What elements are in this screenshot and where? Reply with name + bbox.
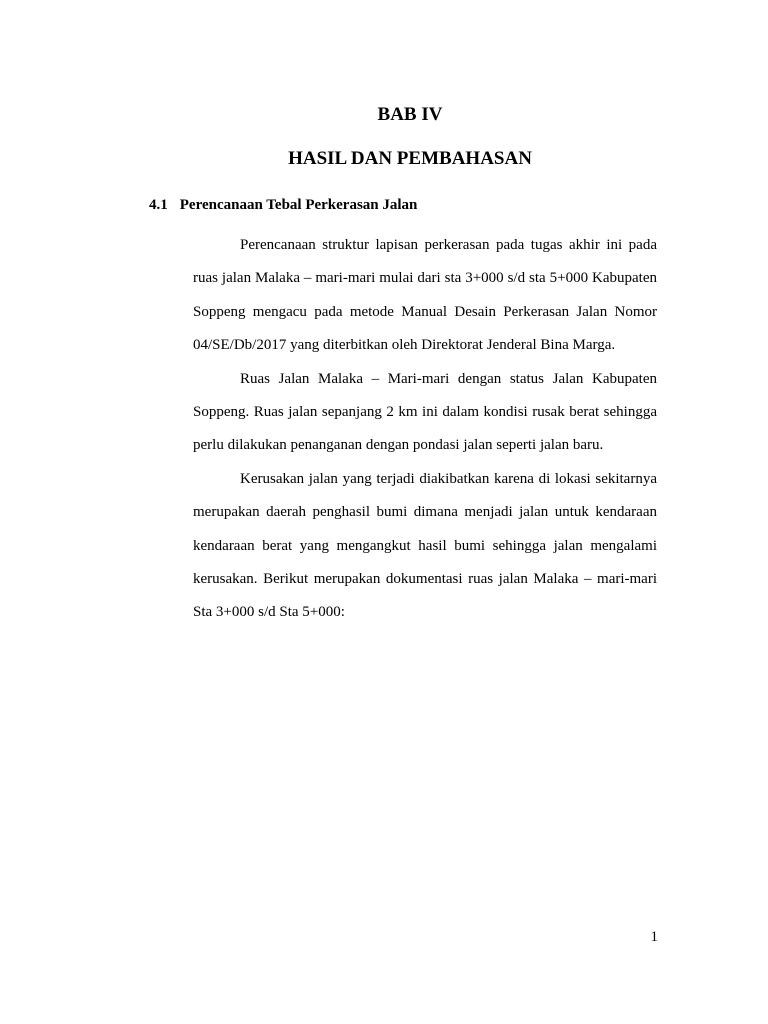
paragraph: Perencanaan struktur lapisan perkerasan pada tugas akhir ini pada ruas jalan Malaka – mari-mari mulai dari sta 3+000 s/d sta 5+000 Kabupaten Soppeng mengacu pada metode Manual Desain Perkerasan Jalan Nomor 04/SE/Db/2017 yang diterbitkan oleh Direktorat Jenderal Bina Marga. xyxy=(193,237,657,354)
chapter-number: BAB IV xyxy=(377,104,443,125)
section-number: 4.1 xyxy=(149,197,168,213)
chapter-title: HASIL DAN PEMBAHASAN xyxy=(288,148,532,169)
page-number: 1 xyxy=(650,929,658,945)
section-heading xyxy=(149,197,417,214)
section-title: Perencanaan Tebal Perkerasan Jalan xyxy=(179,197,418,213)
paragraph: Ruas Jalan Malaka – Mari-mari dengan status Jalan Kabupaten Soppeng. Ruas jalan sepanjang 2 km ini dalam kondisi rusak berat sehingga perlu dilakukan penanganan dengan pondasi jalan seperti jalan baru. xyxy=(193,370,657,454)
body-text xyxy=(193,229,657,630)
paragraph: Kerusakan jalan yang terjadi diakibatkan karena di lokasi sekitarnya merupakan daerah penghasil bumi dimana menjadi jalan untuk kendaraan kendaraan berat yang mengangkut hasil bumi sehingga jalan mengalami kerusakan. Berikut merupakan dokumentasi ruas jalan Malaka – mari-mari Sta 3+000 s/d Sta 5+000: xyxy=(193,470,657,621)
